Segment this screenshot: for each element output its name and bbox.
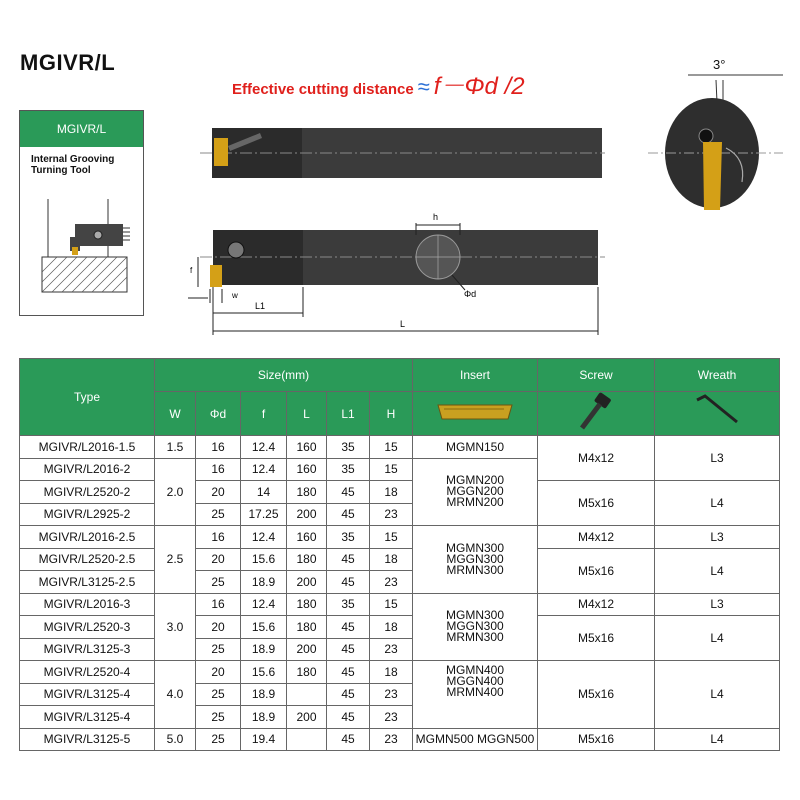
h-cell: 23 bbox=[370, 503, 413, 526]
wreath-cell: L4 bbox=[655, 616, 780, 661]
w-cell: 1.5 bbox=[155, 436, 196, 459]
table-row bbox=[20, 661, 780, 684]
l-cell: 200 bbox=[287, 503, 327, 526]
dim-h-label: h bbox=[433, 212, 439, 222]
screw-cell: M4x12 bbox=[538, 593, 655, 616]
l1-cell: 35 bbox=[327, 593, 370, 616]
f-cell: 12.4 bbox=[241, 458, 287, 481]
table-row bbox=[20, 481, 780, 504]
type-cell: MGIVR/L2520-2 bbox=[20, 481, 155, 504]
w-cell: 2.5 bbox=[155, 526, 196, 594]
h-cell: 15 bbox=[370, 593, 413, 616]
h-cell: 23 bbox=[370, 683, 413, 706]
col-w-header: W bbox=[155, 392, 196, 436]
screw-cell: M5x16 bbox=[538, 481, 655, 526]
product-card-header: MGIVR/L bbox=[20, 111, 143, 147]
product-card-line1: Internal Grooving bbox=[31, 154, 115, 165]
type-cell: MGIVR/L2925-2 bbox=[20, 503, 155, 526]
l1-cell: 45 bbox=[327, 638, 370, 661]
h-cell: 18 bbox=[370, 548, 413, 571]
col-insert-header: Insert bbox=[413, 359, 538, 392]
insert-line: MGMN300 bbox=[446, 540, 505, 555]
h-cell: 23 bbox=[370, 728, 413, 751]
l-cell: 180 bbox=[287, 548, 327, 571]
wreath-cell: L3 bbox=[655, 526, 780, 549]
f-cell: 19.4 bbox=[241, 728, 287, 751]
h-cell: 18 bbox=[370, 481, 413, 504]
formula-label: Effective cutting distance bbox=[232, 81, 414, 98]
wreath-cell: L3 bbox=[655, 593, 780, 616]
f-cell: 15.6 bbox=[241, 661, 287, 684]
table-row bbox=[20, 548, 780, 571]
f-cell: 15.6 bbox=[241, 616, 287, 639]
w-cell: 4.0 bbox=[155, 661, 196, 729]
l1-cell: 35 bbox=[327, 436, 370, 459]
insert-line: MRMN400 bbox=[446, 685, 504, 699]
col-size-header: Size(mm) bbox=[155, 359, 413, 392]
dim-l1-label: L1 bbox=[255, 301, 266, 311]
screw-cell: M5x16 bbox=[538, 548, 655, 593]
w-cell: 5.0 bbox=[155, 728, 196, 751]
table-row bbox=[20, 436, 780, 459]
f-cell: 15.6 bbox=[241, 548, 287, 571]
l-cell bbox=[287, 728, 327, 751]
phid-cell: 25 bbox=[196, 683, 241, 706]
type-cell: MGIVR/L2520-2.5 bbox=[20, 548, 155, 571]
phid-cell: 20 bbox=[196, 481, 241, 504]
phid-cell: 16 bbox=[196, 458, 241, 481]
type-cell: MGIVR/L2520-3 bbox=[20, 616, 155, 639]
l1-cell: 45 bbox=[327, 503, 370, 526]
insert-cell: MGMN150 bbox=[413, 436, 538, 459]
f-cell: 12.4 bbox=[241, 436, 287, 459]
insert-line: MGMN400 bbox=[446, 663, 505, 677]
screw-cell: M5x16 bbox=[538, 728, 655, 751]
l1-cell: 45 bbox=[327, 661, 370, 684]
phid-cell: 16 bbox=[196, 526, 241, 549]
wreath-cell: L4 bbox=[655, 548, 780, 593]
h-cell: 23 bbox=[370, 571, 413, 594]
grooving-illustration bbox=[20, 179, 143, 315]
insert-line: MGGN300 bbox=[446, 551, 504, 566]
phid-cell: 16 bbox=[196, 436, 241, 459]
phid-cell: 25 bbox=[196, 706, 241, 729]
l1-cell: 45 bbox=[327, 571, 370, 594]
col-wreath-header: Wreath bbox=[655, 359, 780, 392]
l1-cell: 45 bbox=[327, 548, 370, 571]
phid-cell: 20 bbox=[196, 661, 241, 684]
l1-cell: 45 bbox=[327, 683, 370, 706]
product-card-description bbox=[31, 154, 114, 176]
phid-cell: 20 bbox=[196, 548, 241, 571]
insert-line: MGGN400 bbox=[446, 674, 504, 688]
h-cell: 15 bbox=[370, 458, 413, 481]
tool-dimension-view bbox=[180, 205, 610, 345]
dim-phid-label: Φd bbox=[464, 289, 477, 299]
type-cell: MGIVR/L3125-4 bbox=[20, 683, 155, 706]
h-cell: 23 bbox=[370, 638, 413, 661]
insert-cell bbox=[413, 661, 538, 729]
phid-cell: 20 bbox=[196, 616, 241, 639]
wreath-cell: L3 bbox=[655, 436, 780, 481]
phid-cell: 25 bbox=[196, 571, 241, 594]
phid-cell: 25 bbox=[196, 728, 241, 751]
w-cell: 2.0 bbox=[155, 458, 196, 526]
h-cell: 15 bbox=[370, 526, 413, 549]
hex-key-icon bbox=[687, 392, 747, 432]
insert-line: MGGN300 bbox=[446, 619, 504, 634]
phid-cell: 25 bbox=[196, 503, 241, 526]
wreath-cell: L4 bbox=[655, 481, 780, 526]
insert-line: MGGN200 bbox=[446, 484, 504, 499]
dim-w-label: w bbox=[232, 291, 238, 300]
formula-approx-symbol: ≈ bbox=[417, 74, 430, 99]
screw-icon bbox=[566, 392, 626, 432]
l1-cell: 35 bbox=[327, 526, 370, 549]
phid-cell: 25 bbox=[196, 638, 241, 661]
f-cell: 18.9 bbox=[241, 683, 287, 706]
effective-cutting-formula bbox=[232, 66, 525, 101]
l-cell: 180 bbox=[287, 661, 327, 684]
insert-image bbox=[413, 392, 538, 436]
insert-line: MRMN200 bbox=[446, 495, 504, 510]
formula-expression: f－Φd /2 bbox=[433, 73, 525, 100]
wreath-cell: L4 bbox=[655, 728, 780, 751]
tool-end-view bbox=[648, 60, 783, 220]
l1-cell: 45 bbox=[327, 481, 370, 504]
l-cell bbox=[287, 683, 327, 706]
l-cell: 200 bbox=[287, 706, 327, 729]
wreath-image bbox=[655, 392, 780, 436]
screw-image bbox=[538, 392, 655, 436]
type-cell: MGIVR/L2016-1.5 bbox=[20, 436, 155, 459]
insert-icon bbox=[430, 397, 520, 427]
dim-f-label: f bbox=[190, 266, 193, 275]
type-cell: MGIVR/L2520-4 bbox=[20, 661, 155, 684]
spec-table bbox=[19, 358, 780, 751]
type-cell: MGIVR/L3125-5 bbox=[20, 728, 155, 751]
tool-top-view bbox=[200, 118, 610, 198]
l1-cell: 45 bbox=[327, 728, 370, 751]
w-cell: 3.0 bbox=[155, 593, 196, 661]
type-cell: MGIVR/L2016-3 bbox=[20, 593, 155, 616]
table-row bbox=[20, 526, 780, 549]
table-row bbox=[20, 728, 780, 751]
insert-cell bbox=[413, 458, 538, 526]
table-row bbox=[20, 593, 780, 616]
l1-cell: 45 bbox=[327, 616, 370, 639]
screw-cell: M4x12 bbox=[538, 526, 655, 549]
l-cell: 180 bbox=[287, 481, 327, 504]
dim-l-label: L bbox=[400, 319, 406, 329]
f-cell: 17.25 bbox=[241, 503, 287, 526]
phid-cell: 16 bbox=[196, 593, 241, 616]
l-cell: 160 bbox=[287, 526, 327, 549]
f-cell: 14 bbox=[241, 481, 287, 504]
insert-line: MGMN200 bbox=[446, 473, 505, 488]
l-cell: 160 bbox=[287, 436, 327, 459]
type-cell: MGIVR/L3125-2.5 bbox=[20, 571, 155, 594]
type-cell: MGIVR/L2016-2.5 bbox=[20, 526, 155, 549]
screw-cell: M5x16 bbox=[538, 616, 655, 661]
l-cell: 200 bbox=[287, 638, 327, 661]
type-cell: MGIVR/L3125-4 bbox=[20, 706, 155, 729]
f-cell: 12.4 bbox=[241, 593, 287, 616]
product-card-line2: Turning Tool bbox=[31, 165, 91, 176]
type-cell: MGIVR/L3125-3 bbox=[20, 638, 155, 661]
insert-cell bbox=[413, 526, 538, 594]
f-cell: 18.9 bbox=[241, 571, 287, 594]
col-phid-header: Φd bbox=[196, 392, 241, 436]
insert-line: MRMN300 bbox=[446, 630, 504, 645]
l-cell: 200 bbox=[287, 571, 327, 594]
insert-line: MGMN300 bbox=[446, 608, 505, 623]
l1-cell: 35 bbox=[327, 458, 370, 481]
l-cell: 160 bbox=[287, 458, 327, 481]
l-cell: 180 bbox=[287, 593, 327, 616]
col-type-header: Type bbox=[20, 359, 155, 436]
insert-line: MRMN300 bbox=[446, 562, 504, 577]
col-h-header: H bbox=[370, 392, 413, 436]
col-l-header: L bbox=[287, 392, 327, 436]
wreath-cell: L4 bbox=[655, 661, 780, 729]
insert-cell bbox=[413, 593, 538, 661]
product-card bbox=[19, 110, 144, 316]
type-cell: MGIVR/L2016-2 bbox=[20, 458, 155, 481]
h-cell: 18 bbox=[370, 661, 413, 684]
col-f-header: f bbox=[241, 392, 287, 436]
f-cell: 18.9 bbox=[241, 638, 287, 661]
h-cell: 18 bbox=[370, 616, 413, 639]
insert-cell: MGMN500 MGGN500 bbox=[413, 728, 538, 751]
screw-cell: M4x12 bbox=[538, 436, 655, 481]
h-cell: 23 bbox=[370, 706, 413, 729]
f-cell: 18.9 bbox=[241, 706, 287, 729]
h-cell: 15 bbox=[370, 436, 413, 459]
page-title: MGIVR/L bbox=[20, 50, 116, 75]
l-cell: 180 bbox=[287, 616, 327, 639]
col-screw-header: Screw bbox=[538, 359, 655, 392]
screw-cell: M5x16 bbox=[538, 661, 655, 729]
relief-angle-label: 3° bbox=[713, 57, 726, 72]
f-cell: 12.4 bbox=[241, 526, 287, 549]
l1-cell: 45 bbox=[327, 706, 370, 729]
table-row bbox=[20, 616, 780, 639]
col-l1-header: L1 bbox=[327, 392, 370, 436]
